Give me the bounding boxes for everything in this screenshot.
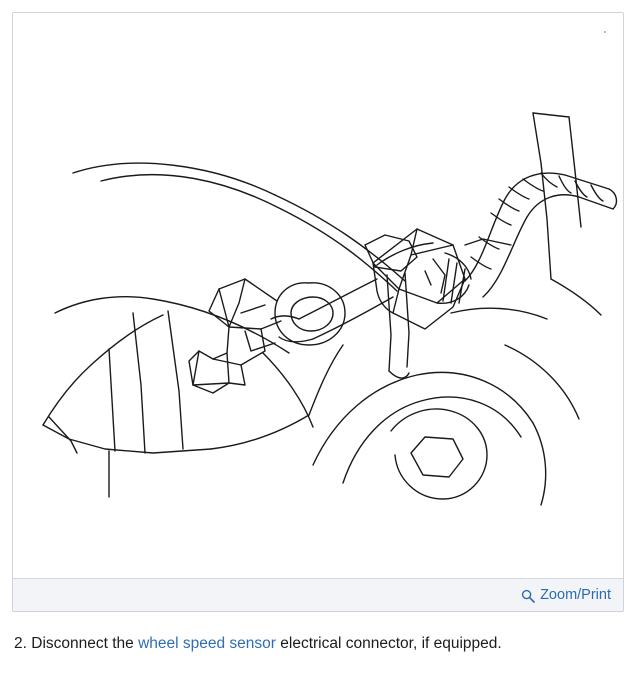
zoom-print-button[interactable] bbox=[521, 588, 611, 603]
wheel-speed-sensor-link[interactable]: wheel speed sensor bbox=[138, 635, 276, 652]
figure-toolbar bbox=[13, 578, 623, 611]
figure-illustration bbox=[13, 13, 623, 579]
caption-text-after: electrical connector, if equipped. bbox=[280, 635, 502, 652]
wheel-speed-sensor-line-drawing bbox=[13, 13, 623, 579]
zoom-print-label: Zoom/Print bbox=[540, 586, 611, 603]
step-caption bbox=[14, 634, 624, 654]
step-number: 2. bbox=[14, 635, 27, 652]
caption-text-before: Disconnect the bbox=[31, 635, 134, 652]
image-speck bbox=[604, 31, 606, 33]
magnifier-icon bbox=[521, 589, 535, 603]
figure-card bbox=[12, 12, 624, 612]
